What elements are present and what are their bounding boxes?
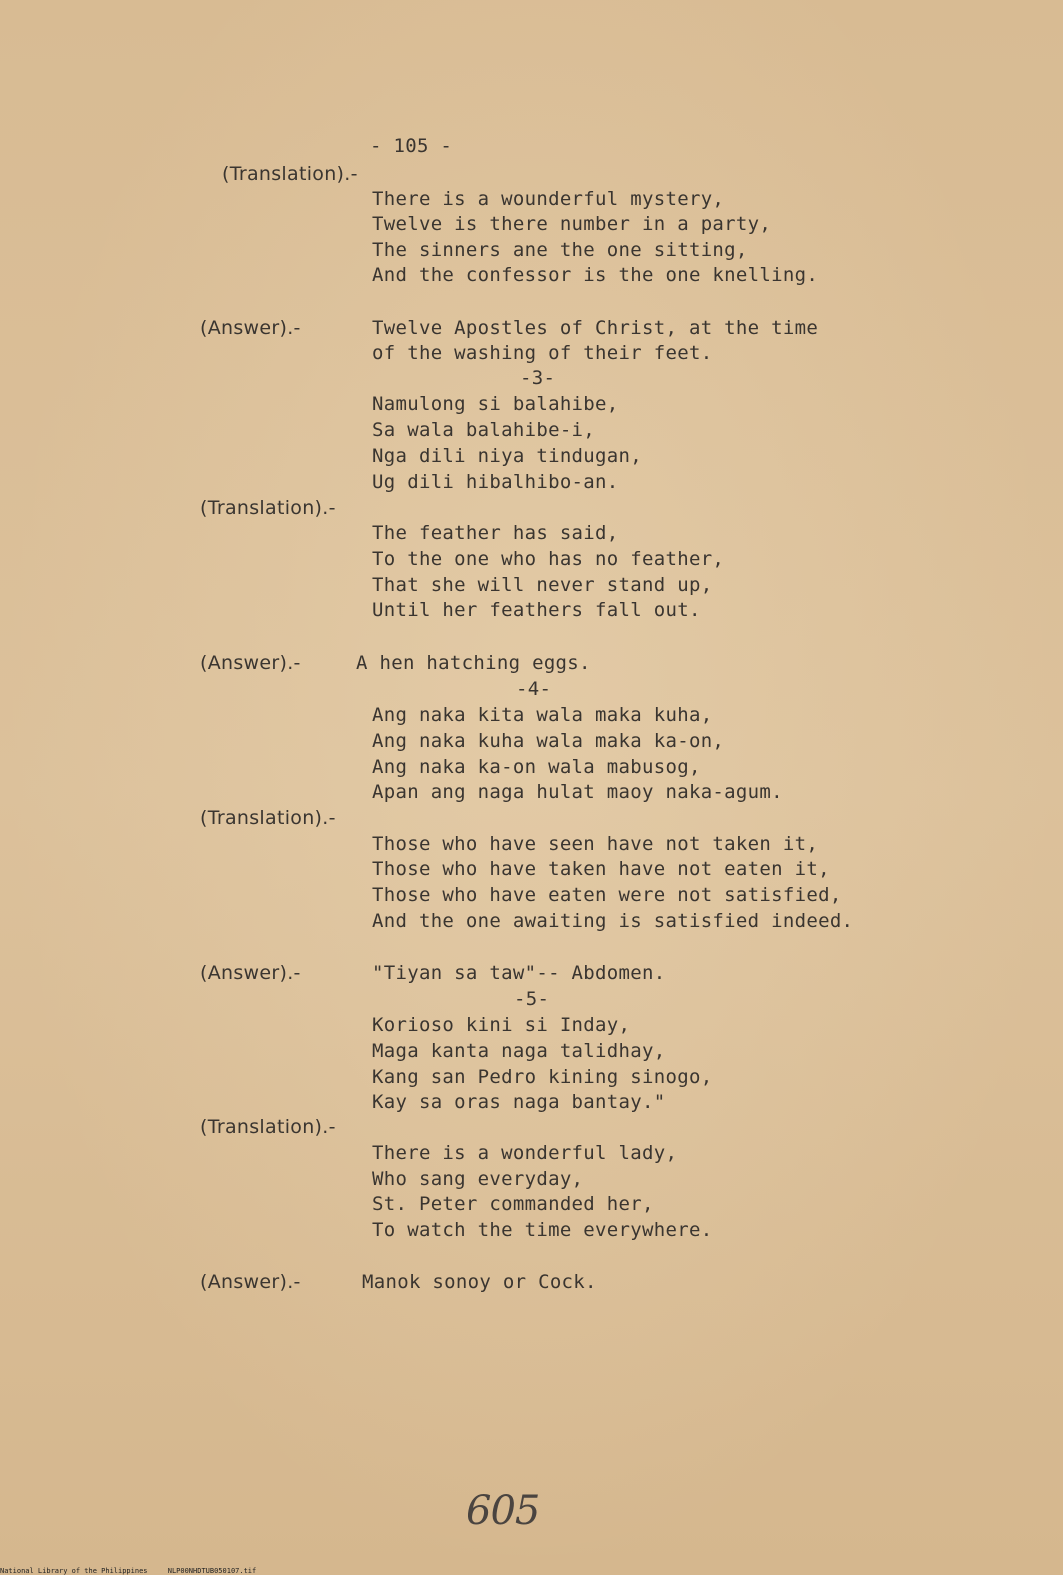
verse-line: Korioso kini si Inday, [372, 1014, 631, 1036]
translation-label: (Translation).- [222, 163, 358, 185]
footer-file-id: NLP00NHDTUB050107.tif [167, 1567, 257, 1575]
verse-line: Kang san Pedro kining sinogo, [372, 1066, 713, 1088]
verse-line: Sa wala balahibe-i, [372, 419, 596, 441]
answer-text: Twelve Apostles of Christ, at the time [372, 317, 819, 339]
verse-line: Maga kanta naga talidhay, [372, 1040, 666, 1062]
answer-label: (Answer).- [200, 962, 301, 984]
verse-line: To watch the time everywhere. [372, 1219, 713, 1241]
verse-line: Ang naka kita wala maka kuha, [372, 704, 713, 726]
verse-line: Nga dili niya tindugan, [372, 445, 642, 467]
riddle-number: -3- [520, 367, 556, 389]
verse-line: To the one who has no feather, [372, 548, 725, 570]
verse-line: That she will never stand up, [372, 574, 713, 596]
riddle-number: -5- [514, 988, 550, 1010]
verse-line: Those who have seen have not taken it, [372, 833, 819, 855]
translation-label: (Translation).- [200, 1116, 336, 1138]
answer-text: "Tiyan sa taw"-- Abdomen. [372, 962, 666, 984]
riddle-number: -4- [516, 678, 552, 700]
verse-line: There is a wonderful lady, [372, 1142, 678, 1164]
verse-line: And the one awaiting is satisfied indeed. [372, 910, 854, 932]
verse-line: And the confessor is the one knelling. [372, 264, 819, 286]
answer-text: of the washing of their feet. [372, 342, 713, 364]
scan-footer [0, 1567, 272, 1575]
verse-line: Ang naka ka-on wala mabusog, [372, 756, 701, 778]
verse-line: Those who have eaten were not satisfied, [372, 884, 842, 906]
verse-line: Kay sa oras naga bantay." [372, 1091, 666, 1113]
answer-label: (Answer).- [200, 652, 301, 674]
verse-line: Apan ang naga hulat maoy naka-agum. [372, 781, 783, 803]
handwritten-page-number: 605 [466, 1488, 540, 1534]
verse-line: Who sang everyday, [372, 1168, 584, 1190]
verse-line: Ug dili hibalhibo-an. [372, 471, 619, 493]
verse-line: The feather has said, [372, 522, 619, 544]
verse-line: Until her feathers fall out. [372, 599, 701, 621]
verse-line: St. Peter commanded her, [372, 1193, 654, 1215]
answer-text: A hen hatching eggs. [356, 652, 591, 674]
verse-line: Twelve is there number in a party, [372, 213, 772, 235]
verse-line: There is a wounderful mystery, [372, 188, 725, 210]
answer-label: (Answer).- [200, 1271, 301, 1293]
verse-line: Ang naka kuha wala maka ka-on, [372, 730, 725, 752]
verse-line: The sinners ane the one sitting, [372, 239, 748, 261]
answer-text: Manok sonoy or Cock. [362, 1271, 597, 1293]
verse-line: Namulong si balahibe, [372, 393, 619, 415]
translation-label: (Translation).- [200, 807, 336, 829]
translation-label: (Translation).- [200, 497, 336, 519]
footer-institution: National Library of the Philippines [0, 1567, 148, 1575]
answer-label: (Answer).- [200, 317, 301, 339]
page-number: - 105 - [370, 135, 453, 157]
verse-line: Those who have taken have not eaten it, [372, 858, 830, 880]
